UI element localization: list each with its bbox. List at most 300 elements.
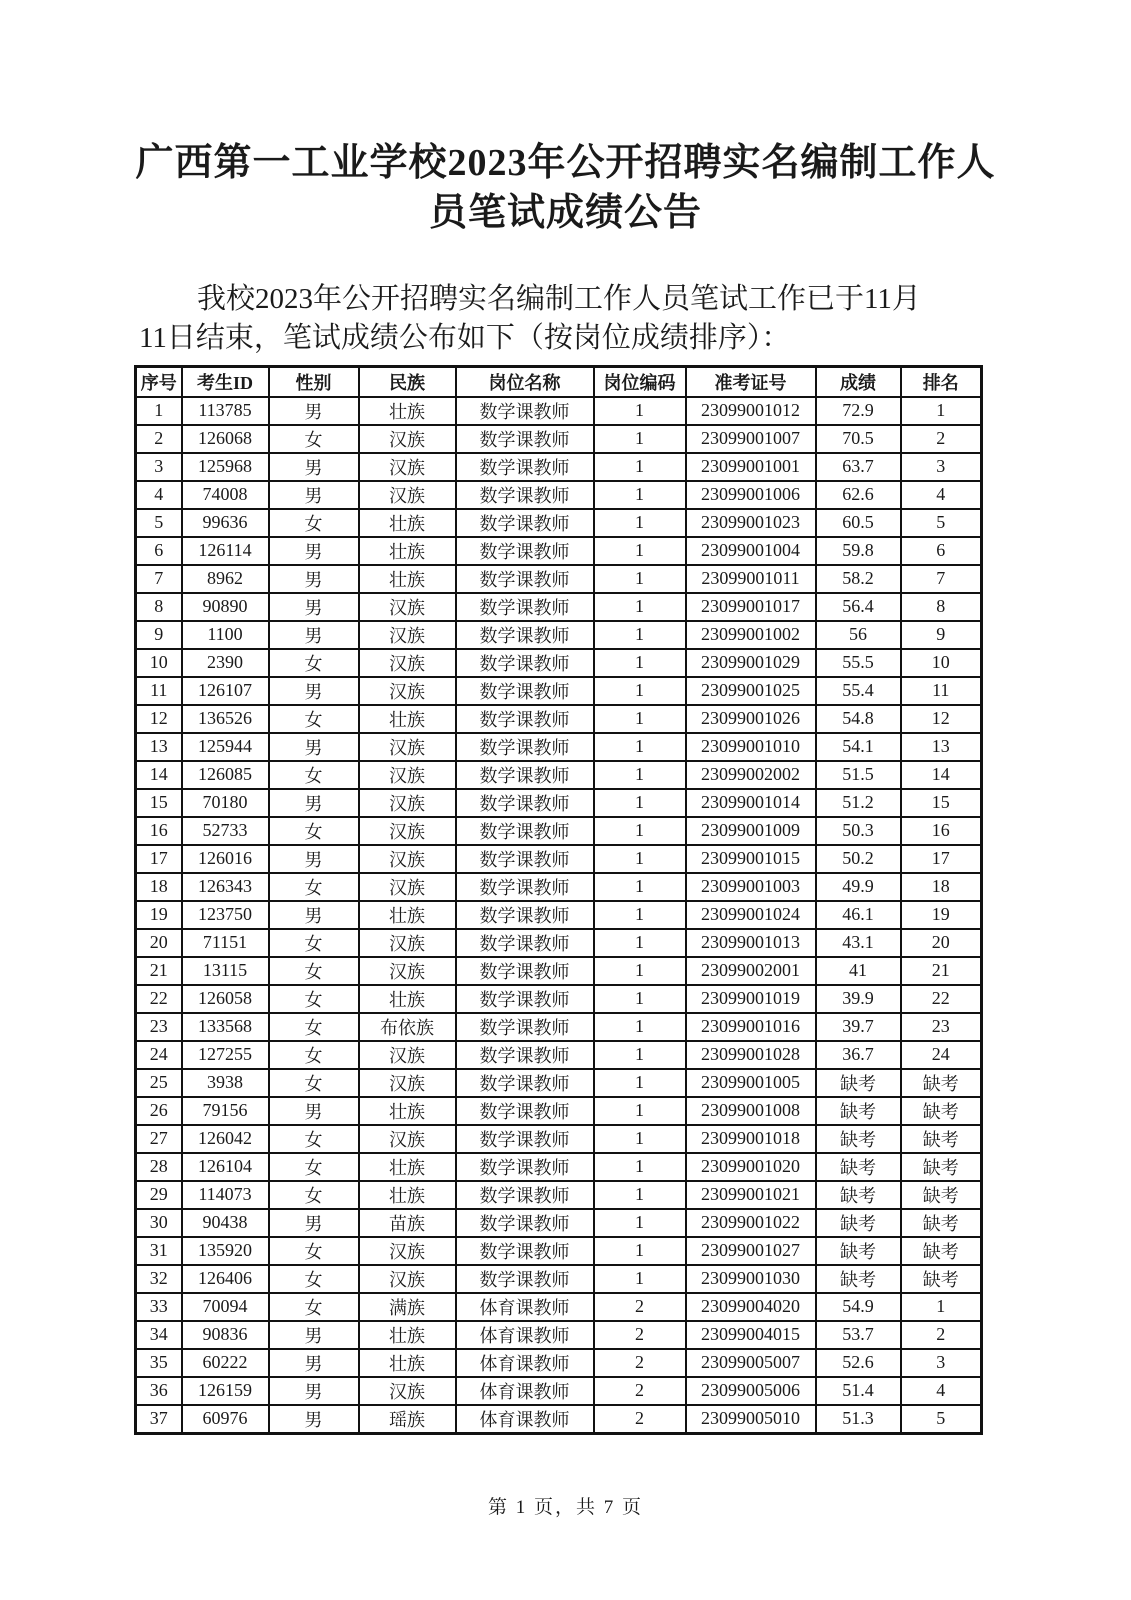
- table-cell: 数学课教师: [456, 565, 594, 593]
- table-cell: 24: [901, 1041, 982, 1069]
- table-cell: 1: [901, 1293, 982, 1321]
- table-row: [136, 705, 982, 733]
- table-cell: 51.4: [816, 1377, 901, 1405]
- table-cell: 1: [594, 705, 686, 733]
- table-cell: 70180: [182, 789, 269, 817]
- table-cell: 汉族: [359, 1265, 456, 1293]
- table-cell: 1: [594, 397, 686, 425]
- table-cell: 37: [136, 1405, 182, 1434]
- table-cell: 2: [594, 1405, 686, 1434]
- table-cell: 苗族: [359, 1209, 456, 1237]
- table-cell: 男: [269, 733, 359, 761]
- table-row: [136, 397, 982, 425]
- table-cell: 32: [136, 1265, 182, 1293]
- table-cell: 数学课教师: [456, 649, 594, 677]
- table-cell: 壮族: [359, 509, 456, 537]
- table-cell: 34: [136, 1321, 182, 1349]
- table-row: [136, 649, 982, 677]
- table-cell: 90438: [182, 1209, 269, 1237]
- table-cell: 23099001013: [686, 929, 816, 957]
- table-cell: 女: [269, 1069, 359, 1097]
- table-cell: 2: [594, 1293, 686, 1321]
- table-cell: 126085: [182, 761, 269, 789]
- table-cell: 1: [594, 1125, 686, 1153]
- table-cell: 汉族: [359, 1069, 456, 1097]
- table-cell: 壮族: [359, 1097, 456, 1125]
- table-cell: 数学课教师: [456, 957, 594, 985]
- table-cell: 缺考: [816, 1125, 901, 1153]
- table-cell: 1: [594, 1041, 686, 1069]
- table-cell: 汉族: [359, 733, 456, 761]
- table-cell: 23099005007: [686, 1349, 816, 1377]
- table-cell: 数学课教师: [456, 761, 594, 789]
- table-cell: 1: [594, 985, 686, 1013]
- table-cell: 60222: [182, 1349, 269, 1377]
- table-cell: 男: [269, 481, 359, 509]
- table-row: [136, 1181, 982, 1209]
- table-cell: 女: [269, 873, 359, 901]
- table-cell: 女: [269, 1125, 359, 1153]
- table-cell: 缺考: [816, 1069, 901, 1097]
- table-cell: 1: [594, 1069, 686, 1097]
- table-cell: 17: [136, 845, 182, 873]
- table-cell: 1: [594, 789, 686, 817]
- table-row: [136, 509, 982, 537]
- table-cell: 数学课教师: [456, 1265, 594, 1293]
- table-cell: 数学课教师: [456, 425, 594, 453]
- table-cell: 女: [269, 1041, 359, 1069]
- table-cell: 1: [594, 453, 686, 481]
- table-cell: 壮族: [359, 565, 456, 593]
- table-cell: 51.5: [816, 761, 901, 789]
- table-cell: 缺考: [816, 1097, 901, 1125]
- table-cell: 36.7: [816, 1041, 901, 1069]
- table-cell: 女: [269, 425, 359, 453]
- table-cell: 1: [594, 481, 686, 509]
- table-cell: 缺考: [816, 1209, 901, 1237]
- table-row: [136, 1209, 982, 1237]
- table-row: [136, 1069, 982, 1097]
- table-cell: 5: [901, 1405, 982, 1434]
- table-cell: 60.5: [816, 509, 901, 537]
- table-cell: 27: [136, 1125, 182, 1153]
- table-cell: 23099001017: [686, 593, 816, 621]
- table-row: [136, 789, 982, 817]
- table-row: [136, 817, 982, 845]
- table-cell: 50.3: [816, 817, 901, 845]
- column-header-2: 性别: [269, 367, 359, 397]
- table-cell: 缺考: [901, 1097, 982, 1125]
- table-cell: 男: [269, 1209, 359, 1237]
- table-cell: 汉族: [359, 761, 456, 789]
- table-row: [136, 1237, 982, 1265]
- table-cell: 数学课教师: [456, 901, 594, 929]
- table-cell: 14: [901, 761, 982, 789]
- column-header-0: 序号: [136, 367, 182, 397]
- table-cell: 24: [136, 1041, 182, 1069]
- table-cell: 体育课教师: [456, 1349, 594, 1377]
- table-cell: 9: [901, 621, 982, 649]
- table-cell: 1: [594, 901, 686, 929]
- table-cell: 汉族: [359, 1377, 456, 1405]
- table-cell: 23099001012: [686, 397, 816, 425]
- table-cell: 23099001024: [686, 901, 816, 929]
- table-cell: 1: [594, 537, 686, 565]
- table-row: [136, 1321, 982, 1349]
- table-row: [136, 453, 982, 481]
- table-cell: 23099001016: [686, 1013, 816, 1041]
- table-cell: 23099001019: [686, 985, 816, 1013]
- table-cell: 数学课教师: [456, 537, 594, 565]
- table-cell: 汉族: [359, 845, 456, 873]
- table-cell: 体育课教师: [456, 1321, 594, 1349]
- table-cell: 23099005006: [686, 1377, 816, 1405]
- table-cell: 10: [136, 649, 182, 677]
- table-row: [136, 1041, 982, 1069]
- table-cell: 23099004015: [686, 1321, 816, 1349]
- table-cell: 数学课教师: [456, 1013, 594, 1041]
- table-cell: 男: [269, 845, 359, 873]
- table-cell: 7: [136, 565, 182, 593]
- table-cell: 女: [269, 817, 359, 845]
- table-cell: 23099001029: [686, 649, 816, 677]
- table-cell: 2: [594, 1321, 686, 1349]
- table-cell: 男: [269, 1377, 359, 1405]
- table-cell: 1: [594, 649, 686, 677]
- table-row: [136, 761, 982, 789]
- table-cell: 49.9: [816, 873, 901, 901]
- table-cell: 11: [901, 677, 982, 705]
- table-row: [136, 873, 982, 901]
- table-row: [136, 593, 982, 621]
- table-cell: 56: [816, 621, 901, 649]
- table-cell: 23099001015: [686, 845, 816, 873]
- table-cell: 1: [594, 957, 686, 985]
- table-row: [136, 425, 982, 453]
- table-row: [136, 957, 982, 985]
- table-cell: 70.5: [816, 425, 901, 453]
- table-cell: 9: [136, 621, 182, 649]
- table-cell: 123750: [182, 901, 269, 929]
- table-cell: 126114: [182, 537, 269, 565]
- table-cell: 瑶族: [359, 1405, 456, 1434]
- table-cell: 1: [594, 509, 686, 537]
- table-cell: 汉族: [359, 425, 456, 453]
- table-cell: 12: [901, 705, 982, 733]
- table-cell: 23099001004: [686, 537, 816, 565]
- table-cell: 数学课教师: [456, 621, 594, 649]
- table-cell: 数学课教师: [456, 453, 594, 481]
- table-cell: 43.1: [816, 929, 901, 957]
- table-cell: 4: [901, 1377, 982, 1405]
- table-cell: 135920: [182, 1237, 269, 1265]
- page-footer: 第 1 页，共 7 页: [487, 1497, 643, 1518]
- table-cell: 女: [269, 1181, 359, 1209]
- table-cell: 汉族: [359, 1237, 456, 1265]
- table-cell: 男: [269, 621, 359, 649]
- table-cell: 79156: [182, 1097, 269, 1125]
- table-row: [136, 1405, 982, 1434]
- table-cell: 女: [269, 1013, 359, 1041]
- table-cell: 数学课教师: [456, 1097, 594, 1125]
- table-cell: 汉族: [359, 817, 456, 845]
- table-row: [136, 985, 982, 1013]
- table-cell: 23099005010: [686, 1405, 816, 1434]
- table-cell: 15: [136, 789, 182, 817]
- table-cell: 63.7: [816, 453, 901, 481]
- table-cell: 5: [901, 509, 982, 537]
- table-cell: 2390: [182, 649, 269, 677]
- table-cell: 23099001028: [686, 1041, 816, 1069]
- table-cell: 汉族: [359, 593, 456, 621]
- table-cell: 23099001008: [686, 1097, 816, 1125]
- table-cell: 126107: [182, 677, 269, 705]
- table-cell: 16: [901, 817, 982, 845]
- table-cell: 男: [269, 901, 359, 929]
- table-cell: 23099001026: [686, 705, 816, 733]
- table-cell: 31: [136, 1237, 182, 1265]
- table-cell: 126058: [182, 985, 269, 1013]
- table-cell: 70094: [182, 1293, 269, 1321]
- table-cell: 汉族: [359, 929, 456, 957]
- table-cell: 女: [269, 649, 359, 677]
- table-cell: 壮族: [359, 537, 456, 565]
- table-cell: 2: [594, 1377, 686, 1405]
- table-cell: 23099001009: [686, 817, 816, 845]
- table-cell: 2: [136, 425, 182, 453]
- table-cell: 女: [269, 1293, 359, 1321]
- intro-line-1: 我校2023年公开招聘实名编制工作人员笔试工作已于11月: [197, 283, 921, 315]
- table-cell: 20: [901, 929, 982, 957]
- table-cell: 数学课教师: [456, 985, 594, 1013]
- table-cell: 壮族: [359, 397, 456, 425]
- table-cell: 23099001021: [686, 1181, 816, 1209]
- table-cell: 缺考: [901, 1209, 982, 1237]
- table-cell: 汉族: [359, 649, 456, 677]
- table-row: [136, 929, 982, 957]
- table-cell: 数学课教师: [456, 1237, 594, 1265]
- table-cell: 23099001018: [686, 1125, 816, 1153]
- table-cell: 缺考: [901, 1125, 982, 1153]
- table-cell: 126343: [182, 873, 269, 901]
- table-cell: 1: [594, 929, 686, 957]
- table-cell: 1: [901, 397, 982, 425]
- table-cell: 3938: [182, 1069, 269, 1097]
- table-cell: 汉族: [359, 1041, 456, 1069]
- table-cell: 体育课教师: [456, 1377, 594, 1405]
- table-cell: 17: [901, 845, 982, 873]
- table-cell: 51.2: [816, 789, 901, 817]
- table-cell: 127255: [182, 1041, 269, 1069]
- table-cell: 数学课教师: [456, 593, 594, 621]
- table-cell: 男: [269, 453, 359, 481]
- table-cell: 56.4: [816, 593, 901, 621]
- table-cell: 汉族: [359, 957, 456, 985]
- table-cell: 汉族: [359, 873, 456, 901]
- table-cell: 女: [269, 705, 359, 733]
- intro-line-2: 11日结束，笔试成绩公布如下（按岗位成绩排序）：: [139, 322, 791, 354]
- column-header-7: 成绩: [816, 367, 901, 397]
- table-cell: 女: [269, 985, 359, 1013]
- table-cell: 23099001025: [686, 677, 816, 705]
- table-cell: 35: [136, 1349, 182, 1377]
- table-cell: 女: [269, 929, 359, 957]
- table-cell: 1: [594, 817, 686, 845]
- table-cell: 缺考: [816, 1237, 901, 1265]
- table-cell: 女: [269, 509, 359, 537]
- table-cell: 数学课教师: [456, 1069, 594, 1097]
- table-cell: 1: [594, 593, 686, 621]
- table-cell: 11: [136, 677, 182, 705]
- table-cell: 18: [136, 873, 182, 901]
- table-cell: 23: [901, 1013, 982, 1041]
- table-cell: 男: [269, 593, 359, 621]
- table-cell: 缺考: [901, 1265, 982, 1293]
- table-cell: 21: [901, 957, 982, 985]
- table-cell: 4: [901, 481, 982, 509]
- table-cell: 36: [136, 1377, 182, 1405]
- table-cell: 55.4: [816, 677, 901, 705]
- table-cell: 13115: [182, 957, 269, 985]
- table-cell: 汉族: [359, 677, 456, 705]
- table-cell: 布依族: [359, 1013, 456, 1041]
- table-cell: 71151: [182, 929, 269, 957]
- column-header-1: 考生ID: [182, 367, 269, 397]
- table-cell: 126042: [182, 1125, 269, 1153]
- table-row: [136, 1349, 982, 1377]
- table-cell: 缺考: [816, 1153, 901, 1181]
- table-row: [136, 1153, 982, 1181]
- table-cell: 数学课教师: [456, 1125, 594, 1153]
- table-cell: 54.1: [816, 733, 901, 761]
- table-cell: 数学课教师: [456, 789, 594, 817]
- table-header-row: [136, 367, 982, 397]
- table-cell: 113785: [182, 397, 269, 425]
- table-cell: 男: [269, 397, 359, 425]
- table-cell: 125944: [182, 733, 269, 761]
- table-cell: 数学课教师: [456, 733, 594, 761]
- table-cell: 壮族: [359, 1349, 456, 1377]
- table-cell: 19: [136, 901, 182, 929]
- table-cell: 126068: [182, 425, 269, 453]
- table-cell: 汉族: [359, 1125, 456, 1153]
- table-cell: 23099001027: [686, 1237, 816, 1265]
- page-title: [113, 138, 1018, 238]
- table-cell: 114073: [182, 1181, 269, 1209]
- table-cell: 满族: [359, 1293, 456, 1321]
- table-cell: 23099001010: [686, 733, 816, 761]
- table-row: [136, 901, 982, 929]
- table-cell: 1: [594, 1265, 686, 1293]
- table-cell: 23099002001: [686, 957, 816, 985]
- table-cell: 12: [136, 705, 182, 733]
- table-cell: 136526: [182, 705, 269, 733]
- table-cell: 21: [136, 957, 182, 985]
- table-cell: 体育课教师: [456, 1405, 594, 1434]
- table-cell: 1: [594, 621, 686, 649]
- table-cell: 缺考: [816, 1181, 901, 1209]
- table-cell: 男: [269, 677, 359, 705]
- table-row: [136, 537, 982, 565]
- table-row: [136, 565, 982, 593]
- table-cell: 1: [594, 677, 686, 705]
- table-cell: 6: [136, 537, 182, 565]
- table-row: [136, 1013, 982, 1041]
- table-cell: 1: [594, 733, 686, 761]
- table-row: [136, 1377, 982, 1405]
- table-cell: 126104: [182, 1153, 269, 1181]
- table-cell: 22: [901, 985, 982, 1013]
- table-cell: 8: [901, 593, 982, 621]
- table-cell: 1: [594, 1209, 686, 1237]
- table-cell: 14: [136, 761, 182, 789]
- page-title-line-2: 员笔试成绩公告: [428, 192, 702, 234]
- table-row: [136, 481, 982, 509]
- table-cell: 壮族: [359, 1181, 456, 1209]
- table-cell: 23099002002: [686, 761, 816, 789]
- results-table-body: [136, 397, 982, 1434]
- table-cell: 数学课教师: [456, 397, 594, 425]
- table-cell: 数学课教师: [456, 929, 594, 957]
- table-cell: 1: [594, 761, 686, 789]
- table-cell: 133568: [182, 1013, 269, 1041]
- table-cell: 26: [136, 1097, 182, 1125]
- table-cell: 39.9: [816, 985, 901, 1013]
- table-cell: 18: [901, 873, 982, 901]
- table-cell: 23099001003: [686, 873, 816, 901]
- table-cell: 3: [136, 453, 182, 481]
- table-cell: 女: [269, 761, 359, 789]
- table-cell: 10: [901, 649, 982, 677]
- table-row: [136, 677, 982, 705]
- column-header-3: 民族: [359, 367, 456, 397]
- table-cell: 男: [269, 1097, 359, 1125]
- table-cell: 13: [136, 733, 182, 761]
- intro-paragraph: [139, 280, 994, 358]
- table-cell: 13: [901, 733, 982, 761]
- table-cell: 壮族: [359, 985, 456, 1013]
- table-cell: 7: [901, 565, 982, 593]
- table-cell: 6: [901, 537, 982, 565]
- table-cell: 54.9: [816, 1293, 901, 1321]
- table-cell: 52733: [182, 817, 269, 845]
- table-cell: 23099001030: [686, 1265, 816, 1293]
- table-cell: 男: [269, 537, 359, 565]
- table-cell: 数学课教师: [456, 845, 594, 873]
- table-cell: 125968: [182, 453, 269, 481]
- table-cell: 126406: [182, 1265, 269, 1293]
- table-cell: 1: [594, 1181, 686, 1209]
- table-cell: 1: [594, 873, 686, 901]
- table-cell: 23099001011: [686, 565, 816, 593]
- table-cell: 汉族: [359, 789, 456, 817]
- table-cell: 22: [136, 985, 182, 1013]
- table-cell: 数学课教师: [456, 705, 594, 733]
- table-cell: 1: [594, 1237, 686, 1265]
- table-cell: 62.6: [816, 481, 901, 509]
- table-cell: 90890: [182, 593, 269, 621]
- table-cell: 2: [901, 1321, 982, 1349]
- table-cell: 壮族: [359, 1153, 456, 1181]
- table-cell: 19: [901, 901, 982, 929]
- table-cell: 23099001023: [686, 509, 816, 537]
- table-cell: 23099001014: [686, 789, 816, 817]
- table-row: [136, 1265, 982, 1293]
- table-cell: 74008: [182, 481, 269, 509]
- table-cell: 4: [136, 481, 182, 509]
- table-cell: 男: [269, 1321, 359, 1349]
- table-cell: 3: [901, 1349, 982, 1377]
